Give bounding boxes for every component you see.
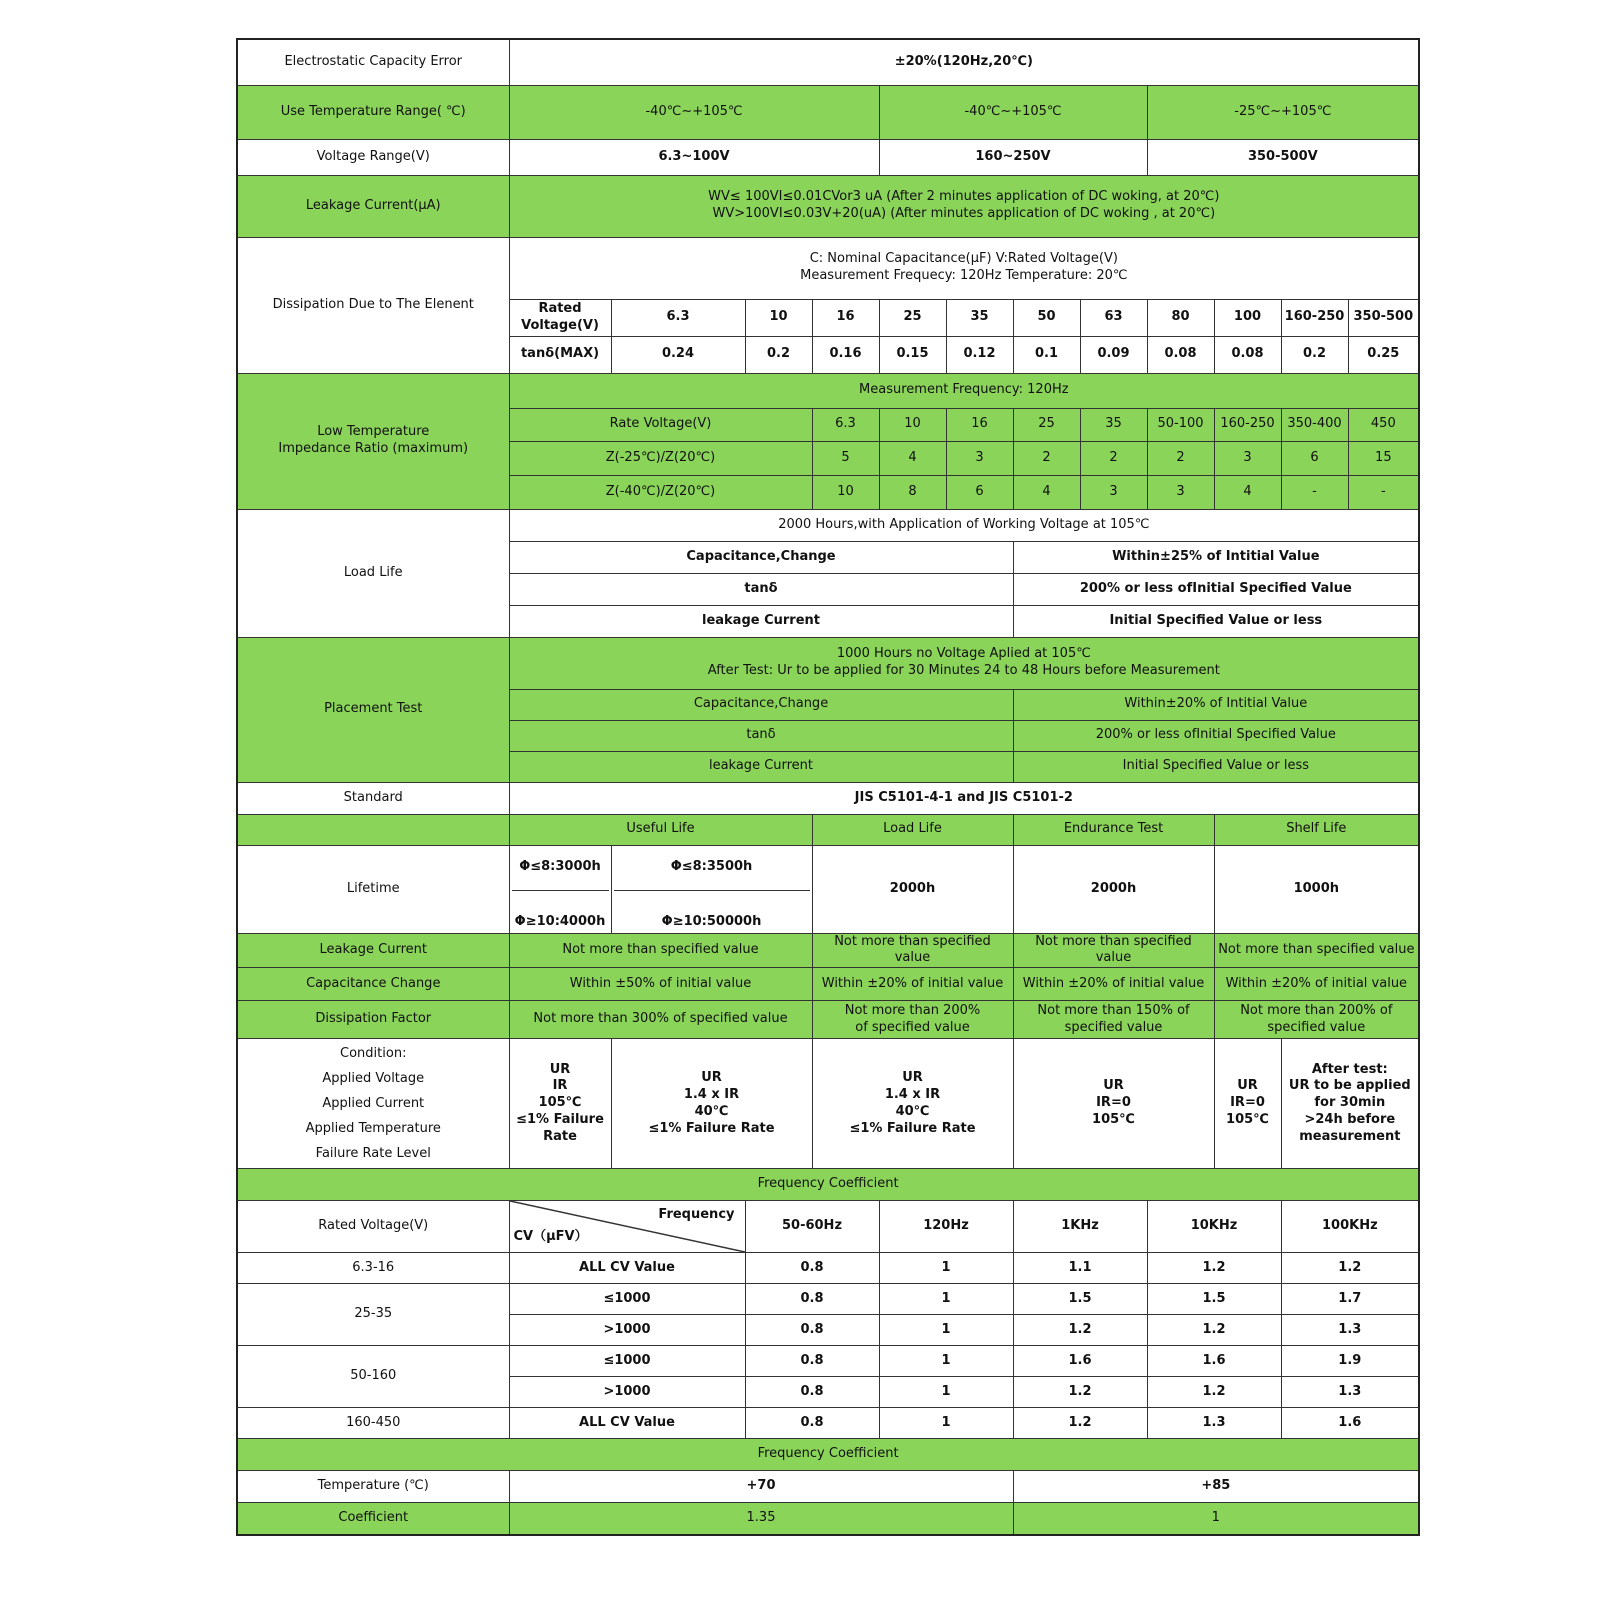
lifetime-label: Lifetime [237,845,509,933]
dissipation-tan: 0.08 [1147,336,1214,373]
leak-row-value: Not more than specified value [1013,933,1214,968]
temp-coef-temp-label: Temperature (℃) [237,1471,509,1503]
condition-line: UR [1103,1078,1124,1094]
df-row-label: Dissipation Factor [237,1001,509,1039]
temp-range-label: Use Temperature Range( ℃) [237,85,509,139]
spec-table [236,38,1420,1536]
df-row-value [812,1001,1013,1039]
low-temp-label-1: Low Temperature [317,424,430,440]
cap-row-value: Within ±20% of initial value [1013,968,1214,1001]
freq-row [237,1253,1419,1284]
freq-cv: ALL CV Value [509,1253,745,1284]
freq-cv: ≤1000 [509,1346,745,1377]
low-temp-cell: 2 [1013,441,1080,475]
condition-line: UR to be applied [1288,1078,1411,1094]
condition-line: 105℃ [1092,1112,1135,1128]
placement-item-name: tanδ [509,720,1013,751]
temp-coef-value: 1 [1013,1503,1419,1535]
row-standard [237,782,1419,814]
condition-endurance [1013,1039,1214,1169]
condition-line: UR [902,1070,923,1085]
load-life-item-value: Within±25% of Intitial Value [1013,541,1419,573]
leak-row-value: Not more than specified value [509,933,812,968]
df-row-value: Not more than 300% of specified value [509,1001,812,1039]
low-temp-cell: 3 [1147,475,1214,509]
freq-cell: 1 [879,1284,1013,1315]
dissipation-voltage: 160-250 [1281,299,1348,336]
dissipation-tan: 0.08 [1214,336,1281,373]
df-row-value [1214,1001,1419,1039]
low-temp-cell: 6 [1281,441,1348,475]
lifetime-header: Shelf Life [1214,814,1419,845]
placement-label: Placement Test [237,637,509,782]
freq-cell: 1.7 [1281,1284,1419,1315]
dissipation-tan: 0.25 [1348,336,1419,373]
temp-range-value-3: -25℃~+105℃ [1147,85,1419,139]
low-temp-cell: 4 [1214,475,1281,509]
load-life-item-name: leakage Current [509,605,1013,637]
freq-cell: 0.8 [745,1315,879,1346]
leakage-line-2: WV>100VI≤0.03V+20(uA) (After minutes application of DC woking , at 20℃) [712,206,1216,221]
row-load-life-header [237,509,1419,541]
freq-col: 100KHz [1281,1201,1419,1253]
freq-cell: 1.3 [1147,1408,1281,1439]
condition-label [237,1039,509,1169]
dissipation-tan: 0.2 [745,336,812,373]
freq-cv-header [509,1201,745,1253]
low-temp-cell: 3 [946,441,1013,475]
leakage-label: Leakage Current(μA) [237,175,509,237]
condition-line: ≤1% Failure Rate [648,1120,775,1136]
freq-cv: ≤1000 [509,1284,745,1315]
temp-coef-temp: +70 [509,1471,1013,1503]
freq-voltage: 160-450 [237,1408,509,1439]
freq-voltage: 50-160 [237,1346,509,1408]
low-temp-cell: 2 [1080,441,1147,475]
freq-cell: 1.6 [1147,1346,1281,1377]
condition-line: 1.4 x IR [683,1086,740,1102]
condition-line: UR [549,1061,571,1077]
cap-row-value: Within ±20% of initial value [1214,968,1419,1001]
low-temp-row-name: Z(-25℃)/Z(20℃) [509,441,812,475]
low-temp-cell: 4 [879,441,946,475]
dissipation-tan: 0.12 [946,336,1013,373]
low-temp-cell: 5 [812,441,879,475]
freq-coef-title: Frequency Coefficient [237,1169,1419,1201]
temp-range-value-1: -40℃~+105℃ [509,85,879,139]
dissipation-voltage: 6.3 [611,299,745,336]
freq-row [237,1346,1419,1377]
lifetime-header: Load Life [812,814,1013,845]
temp-range-value-2: -40℃~+105℃ [879,85,1147,139]
low-temp-row-name: Z(-40℃)/Z(20℃) [509,475,812,509]
lifetime-header: Useful Life [509,814,812,845]
freq-cv: >1000 [509,1377,745,1408]
low-temp-cell: 6.3 [812,408,879,441]
df-row-line: specified value [1064,1019,1163,1035]
freq-cell: 1 [879,1377,1013,1408]
condition-useful-b [611,1039,812,1169]
condition-line: measurement [1299,1129,1401,1145]
condition-line: ≤1% Failure [516,1112,604,1128]
row-lifetime-headers [237,814,1419,845]
row-voltage-range [237,139,1419,175]
dissipation-voltage: 80 [1147,299,1214,336]
low-temp-row-name: Rate Voltage(V) [509,408,812,441]
freq-cell: 1 [879,1346,1013,1377]
condition-label-line: Condition: [340,1046,407,1062]
row-dissipation-header [237,237,1419,299]
condition-line: 1.4 x IR [884,1086,941,1102]
low-temp-label-2: Impedance Ratio (maximum) [278,441,469,456]
freq-cell: 1.2 [1013,1315,1147,1346]
temp-coef-temp: +85 [1013,1471,1419,1503]
freq-col: 10KHz [1147,1201,1281,1253]
dissipation-tan: 0.1 [1013,336,1080,373]
lifetime-header-blank [237,814,509,845]
condition-line: Rate [543,1129,577,1145]
row-low-temp-header [237,373,1419,408]
condition-line: IR=0 [1230,1095,1265,1111]
condition-line: UR [701,1070,722,1085]
freq-cell: 1.3 [1281,1315,1419,1346]
cap-row-label: Capacitance Change [237,968,509,1001]
freq-voltage: 25-35 [237,1284,509,1346]
lifetime-useful-cell: Φ≤8:3000h [512,846,609,891]
row-df [237,1001,1419,1039]
low-temp-cell: 16 [946,408,1013,441]
leak-row-value: Not more than specified value [812,933,1013,968]
freq-cell: 1.6 [1281,1408,1419,1439]
freq-cell: 0.8 [745,1253,879,1284]
freq-coef-label: Rated Voltage(V) [237,1201,509,1253]
df-row-line: Not more than 150% of [1037,1002,1190,1018]
low-temp-cell: 10 [812,475,879,509]
freq-cell: 0.8 [745,1346,879,1377]
df-row-line: Not more than 200% [844,1002,981,1018]
condition-line: 105℃ [1226,1112,1269,1128]
low-temp-cell: 3 [1080,475,1147,509]
freq-cell: 1.1 [1013,1253,1147,1284]
lifetime-header: Endurance Test [1013,814,1214,845]
low-temp-cell: 50-100 [1147,408,1214,441]
low-temp-cell: 2 [1147,441,1214,475]
voltage-range-value-2: 160~250V [879,139,1147,175]
temp-coef-coef-label: Coefficient [237,1503,509,1535]
condition-label-line: Applied Temperature [305,1121,441,1137]
dissipation-tan: 0.09 [1080,336,1147,373]
voltage-range-label: Voltage Range(V) [237,139,509,175]
load-life-item-name: Capacitance,Change [509,541,1013,573]
dissipation-tan: 0.2 [1281,336,1348,373]
placement-header-2: After Test: Ur to be applied for 30 Minutes 24 to 48 Hours before Measurement [707,663,1220,678]
freq-cell: 1.5 [1147,1284,1281,1315]
condition-line: UR [1237,1078,1258,1094]
freq-cell: 1.2 [1147,1253,1281,1284]
placement-item-value: Within±20% of Intitial Value [1013,689,1419,720]
dissipation-voltage: 63 [1080,299,1147,336]
freq-cell: 1 [879,1408,1013,1439]
row-leakage [237,175,1419,237]
freq-row [237,1408,1419,1439]
dissipation-row-label: tanδ(MAX) [509,336,611,373]
freq-cell: 0.8 [745,1408,879,1439]
capacity-error-label: Electrostatic Capacity Error [237,39,509,85]
load-life-item-value: 200% or less ofInitial Specified Value [1013,573,1419,605]
freq-cell: 1.3 [1281,1377,1419,1408]
dissipation-voltage: 100 [1214,299,1281,336]
freq-cell: 1.2 [1281,1253,1419,1284]
row-temp-coef-values [237,1503,1419,1535]
condition-shelf-a [1214,1039,1281,1169]
dissipation-header-2: Measurement Frequecy: 120Hz Temperature: 20℃ [800,268,1128,283]
lifetime-useful-cell: Φ≤8:3500h [614,846,810,891]
row-placement-header [237,637,1419,689]
condition-shelf-b [1281,1039,1419,1169]
leak-row-label: Leakage Current [237,933,509,968]
condition-line: >24h before [1304,1112,1396,1128]
dissipation-voltage: 35 [946,299,1013,336]
dissipation-voltage: 25 [879,299,946,336]
capacity-error-value: ±20%(120Hz,20℃) [509,39,1419,85]
dissipation-tan: 0.15 [879,336,946,373]
dissipation-voltage: 50 [1013,299,1080,336]
df-row-line: specified value [1267,1019,1366,1035]
condition-line: IR=0 [1096,1095,1131,1111]
freq-cell: 1.5 [1013,1284,1147,1315]
dissipation-header-1: C: Nominal Capacitance(μF) V:Rated Voltage(V) [809,251,1118,267]
low-temp-header: Measurement Frequency: 120Hz [509,373,1419,408]
cv-header-label: CV（μFV） [513,1229,588,1245]
dissipation-voltage: 10 [745,299,812,336]
df-row-value [1013,1001,1214,1039]
freq-header-label: Frequency [658,1207,735,1223]
leakage-line-1: WV≤ 100VI≤0.01CVor3 uA (After 2 minutes application of DC woking, at 20℃) [708,189,1220,205]
freq-cell: 0.8 [745,1284,879,1315]
row-temp-coef-title [237,1439,1419,1471]
lifetime-value: 2000h [1013,845,1214,933]
condition-line: for 30min [1314,1095,1386,1111]
freq-cell: 1 [879,1253,1013,1284]
freq-cv: >1000 [509,1315,745,1346]
low-temp-cell: 3 [1214,441,1281,475]
load-life-item-name: tanδ [509,573,1013,605]
temp-coef-value: 1.35 [509,1503,1013,1535]
temp-coef-title: Frequency Coefficient [237,1439,1419,1471]
freq-cell: 1.2 [1013,1408,1147,1439]
condition-label-line: Failure Rate Level [315,1146,431,1162]
lifetime-useful-a [509,845,611,933]
row-cap [237,968,1419,1001]
low-temp-cell: 160-250 [1214,408,1281,441]
freq-cell: 1.2 [1147,1315,1281,1346]
low-temp-cell: 15 [1348,441,1419,475]
condition-label-line: Applied Current [322,1096,425,1112]
dissipation-header [509,237,1419,299]
row-lifetime [237,845,1419,933]
placement-item-value: 200% or less ofInitial Specified Value [1013,720,1419,751]
low-temp-cell: 4 [1013,475,1080,509]
condition-label-line: Applied Voltage [322,1071,425,1087]
lifetime-useful-cell: Φ≥10:4000h [514,913,606,929]
row-leak [237,933,1419,968]
low-temp-cell: - [1348,475,1419,509]
dissipation-tan: 0.16 [812,336,879,373]
leakage-value [509,175,1419,237]
dissipation-col-label: Rated Voltage(V) [509,299,611,336]
freq-cell: 1.2 [1013,1377,1147,1408]
load-life-label: Load Life [237,509,509,637]
row-temp-range [237,85,1419,139]
low-temp-cell: 25 [1013,408,1080,441]
standard-value: JIS C5101-4-1 and JIS C5101-2 [509,782,1419,814]
condition-line: ≤1% Failure Rate [849,1120,976,1136]
condition-line: 40℃ [694,1103,729,1119]
freq-cell: 1.2 [1147,1377,1281,1408]
lifetime-value: 1000h [1214,845,1419,933]
freq-cell: 1.9 [1281,1346,1419,1377]
df-row-line: Not more than 200% of [1240,1002,1393,1018]
lifetime-useful-b [611,845,812,933]
low-temp-cell: 35 [1080,408,1147,441]
dissipation-label: Dissipation Due to The Elenent [237,237,509,373]
freq-col: 120Hz [879,1201,1013,1253]
freq-cell: 0.8 [745,1377,879,1408]
spec-sheet [236,38,1415,1562]
standard-label: Standard [237,782,509,814]
dissipation-voltage: 350-500 [1348,299,1419,336]
freq-row [237,1284,1419,1315]
row-capacity-error [237,39,1419,85]
row-condition [237,1039,1419,1169]
row-freq-title [237,1169,1419,1201]
freq-cell: 1.6 [1013,1346,1147,1377]
condition-load-life [812,1039,1013,1169]
condition-line: IR [552,1078,568,1094]
row-freq-header [237,1201,1419,1253]
voltage-range-value-1: 6.3~100V [509,139,879,175]
low-temp-cell: 6 [946,475,1013,509]
load-life-item-value: Initial Specified Value or less [1013,605,1419,637]
placement-header [509,637,1419,689]
cap-row-value: Within ±50% of initial value [509,968,812,1001]
freq-col: 1KHz [1013,1201,1147,1253]
low-temp-label [237,373,509,509]
freq-col: 50-60Hz [745,1201,879,1253]
placement-header-1: 1000 Hours no Voltage Aplied at 105℃ [836,646,1091,662]
row-temp-coef-temps [237,1471,1419,1503]
freq-voltage: 6.3-16 [237,1253,509,1284]
load-life-header: 2000 Hours,with Application of Working Voltage at 105℃ [509,509,1419,541]
placement-item-name: Capacitance,Change [509,689,1013,720]
low-temp-cell: 10 [879,408,946,441]
voltage-range-value-3: 350-500V [1147,139,1419,175]
lifetime-value: 2000h [812,845,1013,933]
low-temp-cell: 8 [879,475,946,509]
freq-cv: ALL CV Value [509,1408,745,1439]
placement-item-value: Initial Specified Value or less [1013,751,1419,782]
low-temp-cell: 350-400 [1281,408,1348,441]
lifetime-useful-cell: Φ≥10:50000h [661,913,762,929]
dissipation-tan: 0.24 [611,336,745,373]
df-row-line: of specified value [855,1019,970,1035]
cap-row-value: Within ±20% of initial value [812,968,1013,1001]
condition-line: 40℃ [895,1103,930,1119]
placement-item-name: leakage Current [509,751,1013,782]
condition-useful-a [509,1039,611,1169]
dissipation-voltage: 16 [812,299,879,336]
leak-row-value: Not more than specified value [1214,933,1419,968]
condition-line: 105℃ [538,1095,582,1111]
low-temp-cell: 450 [1348,408,1419,441]
low-temp-cell: - [1281,475,1348,509]
freq-cell: 1 [879,1315,1013,1346]
condition-line: After test: [1311,1061,1388,1077]
